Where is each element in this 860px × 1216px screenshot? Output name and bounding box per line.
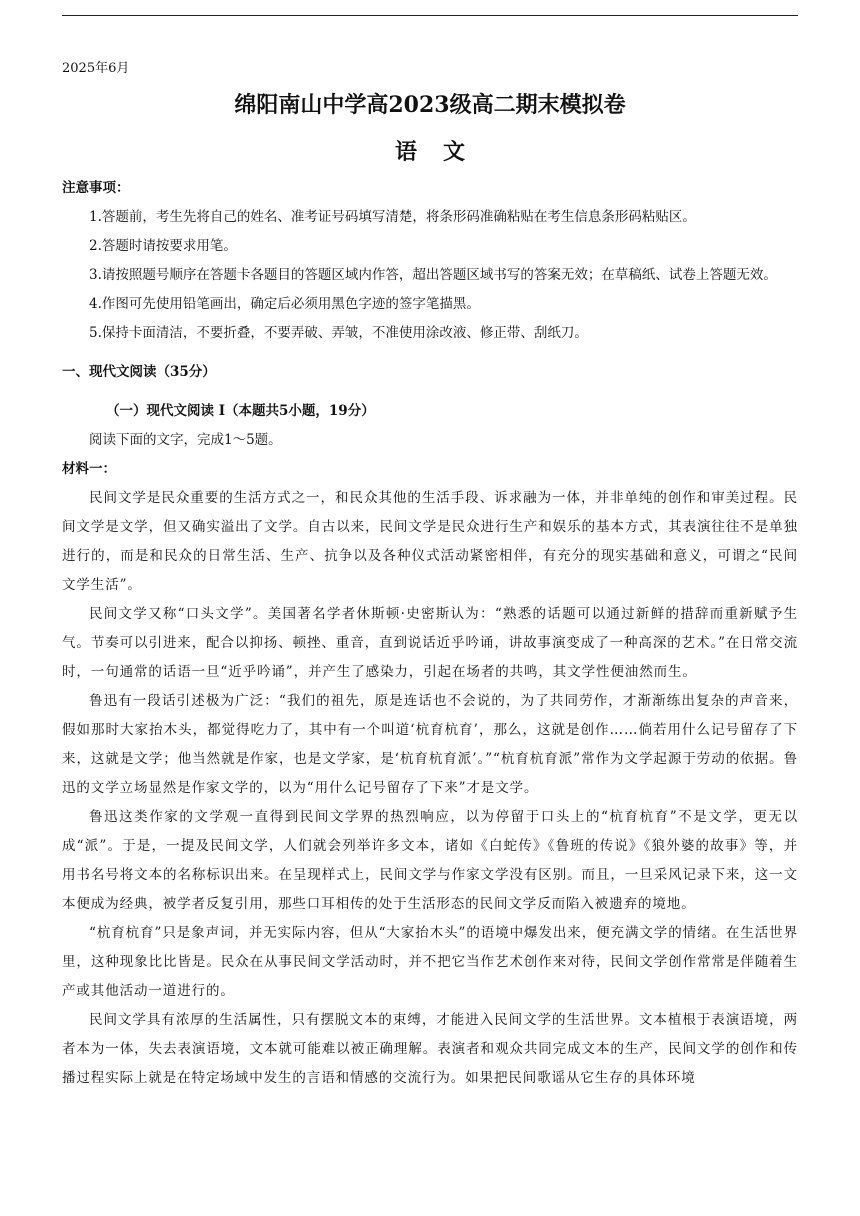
article-paragraph: 民间文学是民众重要的生活方式之一，和民众其他的生活手段、诉求融为一体，并非单纯的创作和审美过程。民间文学是文学，但又确实溢出了文学。自古以来，民间文学是民众进行生产和娱乐的基本方式，其表演往往不是单独进行的，而是和民众的日常生活、生产、抗争以及各种仪式活动紧密相伴，有充分的现实基础和意义，可谓之“民间文学生活”。 [62,490,798,593]
exam-subject: 语文 [394,139,491,165]
notice-section [62,174,798,348]
article-body [62,484,798,1093]
notice-item: 4.作图可先使用铅笔画出，确定后必须用黑色字迹的签字笔描黑。 [89,296,480,312]
top-rule [62,15,798,16]
exam-title: 绵阳南山中学高2023级高二期末模拟卷 [234,92,626,118]
notice-item: 2.答题时请按要求用笔。 [89,238,237,254]
subsection-heading: （一）现代文阅读 I（本题共5小题，19分） [106,403,375,419]
article-paragraph: 民间文学具有浓厚的生活属性，只有摆脱文本的束缚，才能进入民间文学的生活世界。文本植根于表演语境，两者本为一体，失去表演语境，文本就可能难以被正确理解。表演者和观众共同完成文本的生产，民间文学的创作和传播过程实际上就是在特定场域中发生的言语和情感的交流行为。如果把民间歌谣从它生存的具体环境 [62,1012,798,1086]
reading-instruction: 阅读下面的文字，完成1～5题。 [89,432,282,448]
article-paragraph: “杭育杭育”只是象声词，并无实际内容，但从“大家抬木头”的语境中爆发出来，便充满文学的情绪。在生活世界里，这种现象比比皆是。民众在从事民间文学活动时，并不把它当作艺术创作来对待，民间文学创作常常是伴随着生产或其他活动一道进行的。 [62,925,798,999]
article-paragraph: 民间文学又称“口头文学”。美国著名学者休斯顿·史密斯认为：“熟悉的话题可以通过新鲜的措辞而重新赋予生气。节奏可以引进来，配合以抑扬、顿挫、重音，直到说话近乎吟诵，讲故事演变成了一种高深的艺术。”在日常交流时，一句通常的话语一旦“近乎吟诵”，并产生了感染力，引起在场者的共鸣，其文学性便油然而生。 [62,606,798,680]
notice-item: 5.保持卡面清洁，不要折叠，不要弄破、弄皱，不准使用涂改液、修正带、刮纸刀。 [89,325,588,341]
notice-item: 1.答题前，考生先将自己的姓名、准考证号码填写清楚，将条形码准确粘贴在考生信息条形码粘贴区。 [89,209,696,225]
section-heading: 一、现代文阅读（35分） [62,364,216,380]
article-paragraph: 鲁迅有一段话引述极为广泛：“我们的祖先，原是连话也不会说的，为了共同劳作，才渐渐练出复杂的声音来，假如那时大家抬木头，都觉得吃力了，其中有一个叫道‘杭育杭育’，那么，这就是创作……倘若用什么记号留存了下来，这就是文学；他当然就是作家，也是文学家，是‘杭育杭育派’。”“杭育杭育派”常作为文学起源于劳动的依据。鲁迅的文学立场显然是作家文学的，以为“用什么记号留存了下来”才是文学。 [62,693,798,796]
notice-heading: 注意事项： [62,180,130,196]
exam-date: 2025年6月 [62,61,130,76]
article-paragraph: 鲁迅这类作家的文学观一直得到民间文学界的热烈响应，以为停留于口头上的“杭育杭育”不是文学，更无以成“派”。于是，一提及民间文学，人们就会列举许多文本，诸如《白蛇传》《鲁班的传说》《狼外婆的故事》等，并用书名号将文本的名称标识出来。在呈现样式上，民间文学与作家文学没有区别。而且，一旦采风记录下来，这一文本便成为经典，被学者反复引用，那些口耳相传的处于生活形态的民间文学反而陷入被遗弃的境地。 [62,809,798,912]
page-content [62,60,798,1093]
notice-item: 3.请按照题号顺序在答题卡各题目的答题区域内作答，超出答题区域书写的答案无效；在草稿纸、试卷上答题无效。 [89,267,777,283]
material-label: 材料一： [62,461,116,477]
